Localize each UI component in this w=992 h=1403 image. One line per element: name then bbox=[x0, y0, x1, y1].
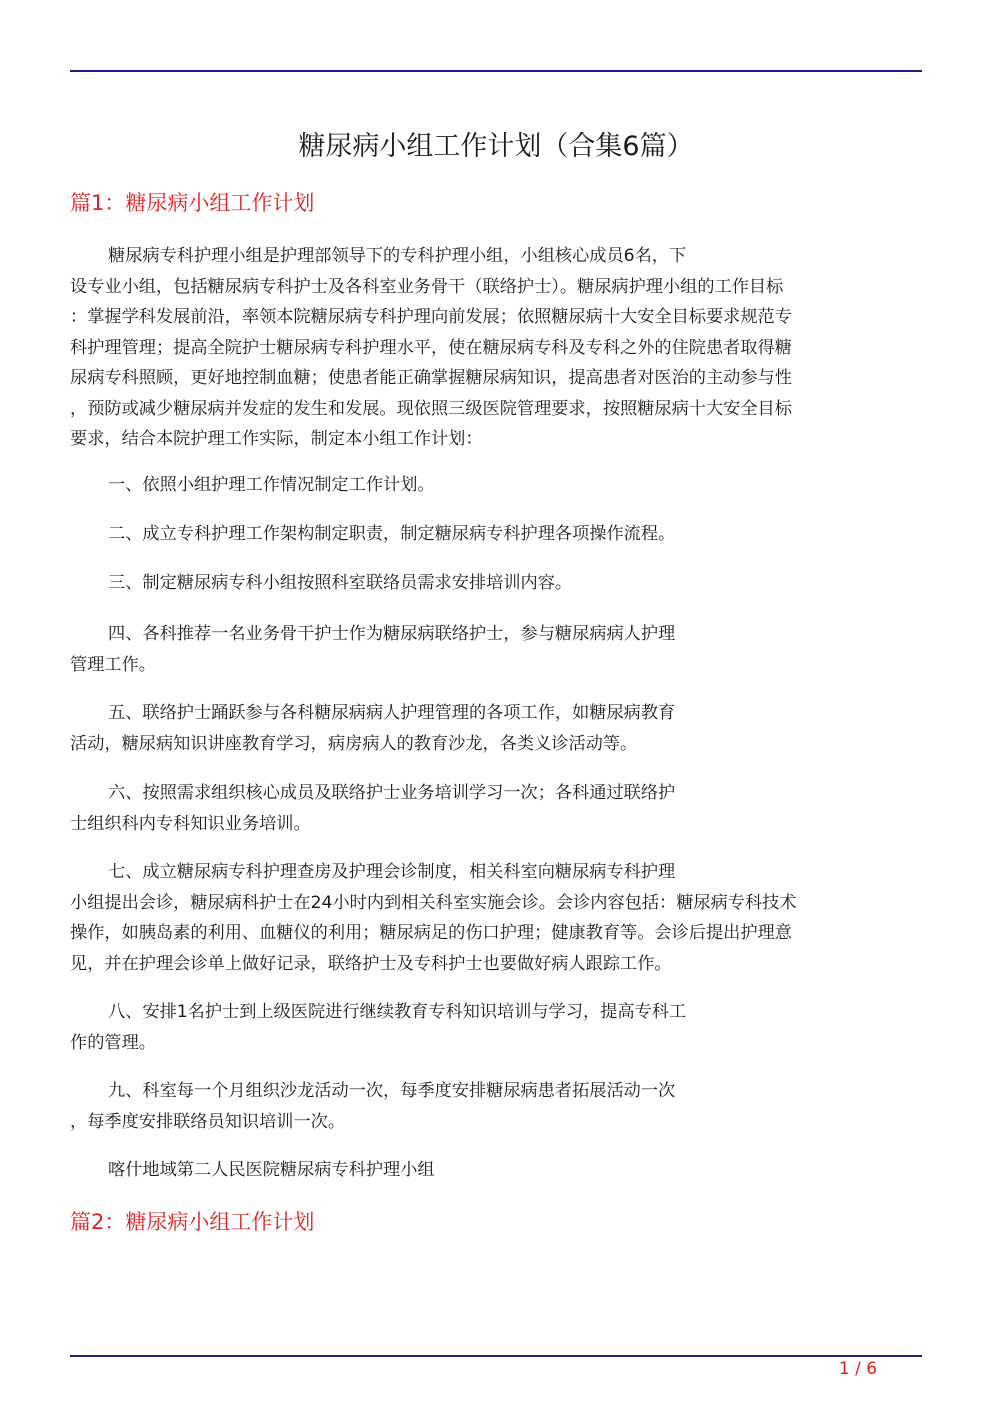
footer-rule bbox=[70, 1355, 922, 1357]
list-item-1 bbox=[70, 470, 912, 501]
list-item-9 bbox=[70, 1076, 912, 1137]
paragraph-line: 活动，糖尿病知识讲座教育学习，病房病人的教育沙龙，各类义诊活动等。 bbox=[70, 733, 638, 754]
list-item-2 bbox=[70, 519, 912, 550]
paragraph-line: 科护理管理；提高全院护士糖尿病专科护理水平，使在糖尿病专科及专科之外的住院患者取得糖 bbox=[70, 337, 792, 358]
header-rule bbox=[70, 70, 922, 72]
paragraph-line: 八、安排1名护士到上级医院进行继续教育专科知识培训与学习，提高专科工 bbox=[108, 1002, 687, 1022]
signature-block bbox=[70, 1155, 912, 1186]
paragraph-line: 九、科室每一个月组织沙龙活动一次，每季度安排糖尿病患者拓展活动一次 bbox=[108, 1081, 676, 1101]
paragraph-line: 六、按照需求组织核心成员及联络护士业务培训学习一次；各科通过联络护 bbox=[108, 783, 676, 803]
intro-paragraph bbox=[70, 241, 912, 455]
paragraph-line: 糖尿病专科护理小组是护理部领导下的专科护理小组，小组核心成员6名，下 bbox=[108, 246, 687, 266]
paragraph-line: 尿病专科照顾，更好地控制血糖；使患者能正确掌握糖尿病知识，提高患者对医治的主动参与性 bbox=[70, 368, 792, 388]
list-item-5 bbox=[70, 698, 912, 759]
list-item-6 bbox=[70, 778, 912, 839]
paragraph-line: 操作，如胰岛素的利用、血糖仪的利用；糖尿病足的伤口护理；健康教育等。会诊后提出护理意 bbox=[70, 923, 792, 943]
paragraph-line: 作的管理。 bbox=[70, 1032, 156, 1053]
paragraph-line: 五、联络护士踊跃参与各科糖尿病病人护理管理的各项工作，如糖尿病教育 bbox=[108, 703, 676, 723]
section-heading-1: 篇1：糖尿病小组工作计划 bbox=[70, 191, 315, 215]
document-title: 糖尿病小组工作计划（合集6篇） bbox=[298, 131, 694, 162]
paragraph-line: 见，并在护理会诊单上做好记录，联络护士及专科护士也要做好病人跟踪工作。 bbox=[70, 953, 672, 974]
paragraph-line: 三、制定糖尿病专科小组按照科室联络员需求安排培训内容。 bbox=[108, 573, 573, 593]
list-item-7 bbox=[70, 857, 912, 979]
signature-line: 喀什地域第二人民医院糖尿病专科护理小组 bbox=[108, 1160, 435, 1180]
paragraph-line: 二、成立专科护理工作架构制定职责，制定糖尿病专科护理各项操作流程。 bbox=[108, 524, 676, 544]
list-item-4 bbox=[70, 619, 912, 680]
paragraph-line: ，每季度安排联络员知识培训一次。 bbox=[70, 1111, 346, 1132]
list-item-3 bbox=[70, 568, 912, 599]
paragraph-line: 一、依照小组护理工作情况制定工作计划。 bbox=[108, 475, 435, 495]
paragraph-line: 四、各科推荐一名业务骨干护士作为糖尿病联络护士，参与糖尿病病人护理 bbox=[108, 624, 676, 644]
paragraph-line: 设专业小组，包括糖尿病专科护士及各科室业务骨干（联络护士）。糖尿病护理小组的工作目标 bbox=[70, 276, 784, 297]
section-heading-2: 篇2：糖尿病小组工作计划 bbox=[70, 1210, 315, 1234]
list-item-8 bbox=[70, 997, 912, 1058]
paragraph-line: 七、成立糖尿病专科护理查房及护理会诊制度，相关科室向糖尿病专科护理 bbox=[108, 862, 676, 882]
paragraph-line: 小组提出会诊，糖尿病科护士在24小时内到相关科室实施会诊。会诊内容包括：糖尿病专科技术 bbox=[70, 892, 797, 913]
paragraph-line: ：掌握学科发展前沿，率领本院糖尿病专科护理向前发展；依照糖尿病十大安全目标要求规范专 bbox=[70, 307, 792, 327]
paragraph-line: 管理工作。 bbox=[70, 654, 156, 675]
paragraph-line: 士组织科内专科知识业务培训。 bbox=[70, 813, 311, 834]
page-indicator: 1 / 6 bbox=[838, 1359, 878, 1379]
paragraph-line: ，预防或减少糖尿病并发症的发生和发展。现依照三级医院管理要求，按照糖尿病十大安全目标 bbox=[70, 398, 792, 419]
paragraph-line: 要求，结合本院护理工作实际，制定本小组工作计划： bbox=[70, 429, 483, 449]
